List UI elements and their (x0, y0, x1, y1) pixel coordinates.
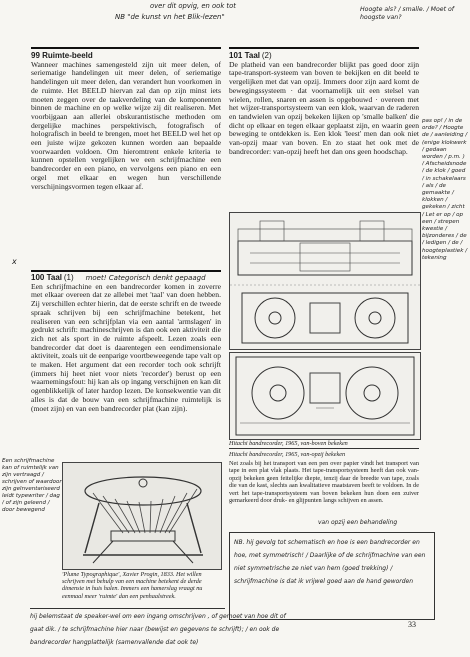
section-100-rule (31, 270, 221, 272)
bottom-handwritten-note: hij belemstaat de speaker-wel om een ingang omschrijven , of gemoet van hoe dit of gaat dik. / te schrijfmachine hier naar (bewijst en gegevens te schrijft); / en ook de bandrecorder hangplattelijk (samenvallende dat ook te) (30, 613, 286, 646)
right-top-handwritten-note: Hoogte als? / smalle. / Moet of hoogste van? (360, 6, 454, 21)
section-99 (31, 52, 221, 245)
section-101-title: 101 Taal (229, 51, 260, 60)
section-101 (229, 52, 419, 206)
section-101-body: De platheid van een bandrecorder blijkt pas goed door zijn tape-transport-systeem van boven te bekijken en dit beeld te vergelijken met dat van opzij. Immers door zijn aard komt de bewegingssysteem · dat voornamelijk uit een stelsel van wielen, rollen, snaren en assen is opgebouwd · overeen met het wijzer-transportsysteem van een klok, waarvan de raderen en tandwielen van opzij bekeken lijken op 'smalle balken' die dicht op elkaar en tegen elkaar geplaatst zijn, en waarin geen beweging te ontdekken is. Een klok 'leest' men dan ook niet van-opzij maar van boven. En zo staat het ook met de bandrecorder: van-opzij heeft het dan ons geen hoodschap. (229, 60, 419, 156)
section-100-title: 100 Taal (31, 273, 62, 282)
hitachi-side-drawing (230, 213, 420, 349)
hitachi-description-text: Net zoals bij het transport van een pen over papier vindt het transport van tape in een plat vlak plaats. Het tape-transportsysteem heeft dan ook van-opzij bekeken geen feitelijke diepte, tenzij daar de breedte van tape, zoals die van de kast, slechts aan kwalitatieve maatstaven beeft te voldoen. In de vert het tape-transportsysteem van boven bekeken hun doen een zuiver gemarkeerd door druk- en glijpunten langs schijven en assen. (229, 460, 419, 505)
hitachi-handwritten-addition: van opzij een behandeling (318, 519, 398, 526)
figure-hitachi-caption-top: Hitachi bandrecorder, 1965, van-boven bekeken (229, 440, 348, 447)
section-99-title: 99 Ruimte-beeld (31, 51, 93, 60)
left-margin-note: Een schrijfmachine kan of ruimtelijk van zijn vertraagd / schrijven of waardoor zijn geïnventariseerd leidt typewriter / dag / of zijn geleend / door bewegend (2, 458, 62, 513)
bottom-right-handwritten-note: NB. hij gevolg tot schematisch en hoe is een bandrecorder en hoe, met symmetrisch! / Daarlijke of de schrijfmachine van een niet symmetrische ze niet van hem (goed trekking) / schrijfmachine is dat ik vrijwel goed aan de hand geworden (234, 539, 426, 585)
plume-typographique-drawing (63, 463, 221, 569)
figure-plume-caption: 'Plume Typographique', Xavier Progin, 1833. Het willen schrijven met behulp van een machine betekent de derde dimensie in huis halen. Immers een hamerslag vraagt nu eenmaal meer 'ruimte' dan een penhaalstreek. (62, 571, 203, 600)
section-100 (31, 274, 221, 456)
figure-hitachi-top-view (229, 352, 421, 440)
section-99-body: Wanneer machines samengesteld zijn uit meer delen, of seriematige handelingen uit meer delen, of seriematige handelingen uit meer delen, dan verandert hun voorkomen in de ruimte. Het BEELD hiervan zal dan op zijn minst iets moeten zeggen over de taakverdeling van de komponenten binnen de machine en op welke wijze zij dit realiseren. Met voorbijgaan aan allerlei obskurantistische methoden om dergelijke machines perspektivisch, fotografisch of holografisch in beeld te brengen, moet het BEELD wel het op een juiste wijze gekozen kunnen worden aan bepaalde voorwaarden voldoen. Om hieromtrent enkele kriteria te kunnen opstellen vergelijken we een schrijfmachine een bandrecorder en een piano, en vervolgens een piano en een orgel met elkaar en wegen hun verschillende verschijningsvormen tegen elkaar af. (31, 60, 221, 191)
section-100-title-suffix: (1) (63, 273, 74, 282)
top-handwritten-note-1: over dit opvig, en ook tot (150, 2, 236, 10)
figure-hitachi-rule (229, 448, 419, 449)
left-margin-x-mark: x (12, 257, 17, 266)
figure-hitachi-caption-side: Hitachi bandrecorder, 1965, van-opzij bekeken (229, 451, 346, 458)
page-number: 33 (408, 620, 416, 629)
figure-plume-typographique (62, 462, 222, 570)
header-rule-right (229, 47, 419, 49)
right-margin-note: pas op! / in de orde? / Hoogte de / aanleiding / (enige klokwerk / gedaan worden / p.m. ) / Afscheidsnode / de klok / goed / in schakelaars / als / de gemaakte / klokken / gekeken / zicht / Let er op / op een / strepen kwestie / bijzonderes / de / ledigen / de / hoogteplastiek / tekening (422, 118, 468, 261)
section-100-body: Een schrijfmachine en een bandrecorder komen in zoverre met elkaar overeen dat ze allebei met 'taal' van doen hebben. Zij verschillen echter hierin, dat de eerste schrift en de tweede spraak schrijven bij een schrijfmachine betekent, het realiseren van een schrijfplan via een aantal 'armslagen' in gedrukt schrift: machineschrijven is dan ook een aktiviteit die zich net als sport in de ruimte afspeelt. Lezen zoals een bandrecorder dat doet is daarentegen een eendimensionale aktiviteit, zoals uit de eenparige voortbeweegende tape valt op te maken. Het argument dat een recorder toch ook schrijft (immers hij heet niet voor niets 'recorder') berust op een waarnemingsfout: hij kan als op ingang verschijnen en kan dit ogenblikkelijk of later hardop lezen. De konsekwentie van dit alles is dat de bouw van een schrijfmachine ruimtelijk is (moet zijn) en van een bandrecorder plat (kan zijn). (31, 282, 221, 413)
header-rule-left (31, 47, 221, 49)
figure-hitachi-side-view (229, 212, 421, 350)
hitachi-top-drawing (230, 353, 420, 439)
section-100-handwritten: moet! Categorisch denkt gepaagd (85, 274, 206, 282)
section-101-title-suffix: (2) (261, 51, 272, 60)
top-handwritten-note-2: NB "de kunst vn het Blik-lezen" (115, 13, 225, 21)
bottom-note-rule (30, 608, 225, 609)
